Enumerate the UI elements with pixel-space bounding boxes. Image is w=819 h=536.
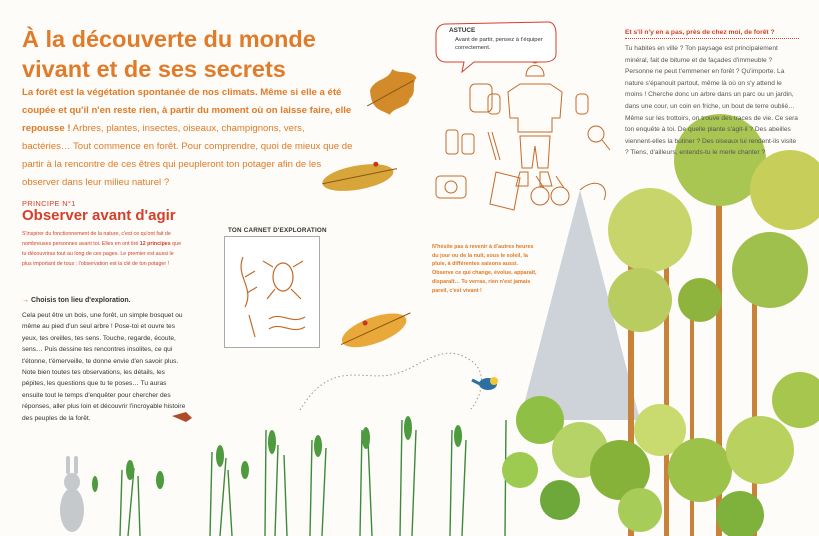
arrow-right-icon: →: [22, 297, 29, 304]
backpack-icon: [470, 84, 492, 112]
intro-normal: Arbres, plantes, insectes, oiseaux, champignons, vers, bactéries… Tout commence en forêt. Pour comprendre, quoi de mieux que de partir à la rencontre de ces êtres qui peupleront ton potager afin de les observer dans leur milieu naturel ?: [22, 123, 353, 188]
principle-intro: [22, 229, 182, 269]
principle-body: Cela peut être un bois, une forêt, un simple bosquet ou même au pied d'un seul arbre ! Pose-toi et ouvre tes yeux, tes oreilles, tes sens. Touche, regarde, écoute, sens… Puis dessine tes rencontres insolites, ce qui t'étonne, t'émerveille, te donne envie d'en savoir plus. Note bien toutes tes observations, les détails, les pépites, les questions que tu te poses… Tu auras ensuite tout le temps d'enquêter pour chercher des réponses, aller plus loin et découvrir l'incroyable histoire des peuples de la forêt.: [22, 312, 186, 422]
camera-icon: [436, 176, 466, 198]
flight-path: [300, 353, 482, 410]
leaf-icon: [336, 304, 416, 354]
principle-intro-c: que tu découvriras tout au long de ces pages. Le premier est aussi le plus important de tous : l'observation est la clé de ton potager !: [22, 241, 182, 267]
jacket-icon: [508, 84, 562, 132]
ground-plants: [120, 420, 506, 536]
trousers-icon: [520, 136, 550, 168]
hook-icon: [580, 183, 605, 200]
choose-text: Choisis ton lieu d'exploration.: [30, 297, 131, 304]
gloves-icon: [488, 94, 588, 114]
observation-note: N'hésite pas à revenir à d'autres heures du jour ou de la nuit, sous le soleil, la pluie, à différentes saisons aussi. Observe ce qui change, évolue, apparaît, disparaît… Tu verras, rien n'est jamais pareil, c'est vivant !: [432, 244, 537, 294]
bird-icon: [472, 377, 498, 390]
flask-icon: [446, 130, 474, 154]
tip-title: ASTUCE: [449, 27, 476, 34]
notebook-drawings: [225, 237, 319, 347]
magnifier-icon: [588, 126, 610, 150]
principle-intro-a: S'inspirer du fonctionnement de la nature, c'est ce qu'ont fait de nombreuses personnes avant toi. Elles en ont tiré: [22, 231, 171, 247]
notebook-sketch: [224, 236, 320, 348]
principle-label: PRINCIPE N°1: [22, 199, 76, 208]
intro-bold: La forêt est la végétation spontanée de nos climats. Même si elle a été coupée et qu'il n'en reste rien, à partir du moment où on laisse faire, elle repousse !: [22, 87, 352, 134]
pencil-icon: [488, 132, 500, 160]
page-title: À la découverte du monde vivant et de ses secrets: [22, 26, 316, 82]
sidebar-heading: Et s'il n'y en a pas, près de chez moi, de forêt ?: [625, 29, 775, 36]
principle-count: 12 principes: [139, 241, 171, 247]
map-icon: [490, 172, 520, 210]
sidebar-text: Tu habites en ville ? Ton paysage est principalement minéral, fait de bitume et de façades d'immeuble ? Personne ne peut t'emmener en forêt ? Qu'importe. La nature s'épanouit partout, même là où on s'y attend le moins ! Cherche donc un arbre dans un parc ou un jardin, dans une cour, un coin en friche, un bout de terre oublié… Même sur les trottoirs, on trouve des traces de vie. Ce sera ton enquête à toi. De quelle plante s'agit-il ? Des abeilles viennent-elles la butiner ? Des oiseaux lui rendent-ils visite ? Tiens, d'ailleurs, entends-tu le merle chanter ?: [625, 45, 798, 157]
tip-text: Avant de partir, pensez à t'équiper correctement.: [455, 37, 543, 51]
principle-heading: Observer avant d'agir: [22, 207, 176, 224]
intro-paragraph: [22, 84, 354, 192]
choose-heading: [22, 297, 131, 304]
rabbit-icon: [60, 456, 84, 532]
gear-sketches: [436, 57, 610, 210]
sidebar-divider: [625, 38, 799, 39]
oak-leaf-icon: [358, 62, 425, 121]
notebook-title: TON CARNET D'EXPLORATION: [228, 227, 327, 234]
boots-icon: [516, 172, 552, 186]
